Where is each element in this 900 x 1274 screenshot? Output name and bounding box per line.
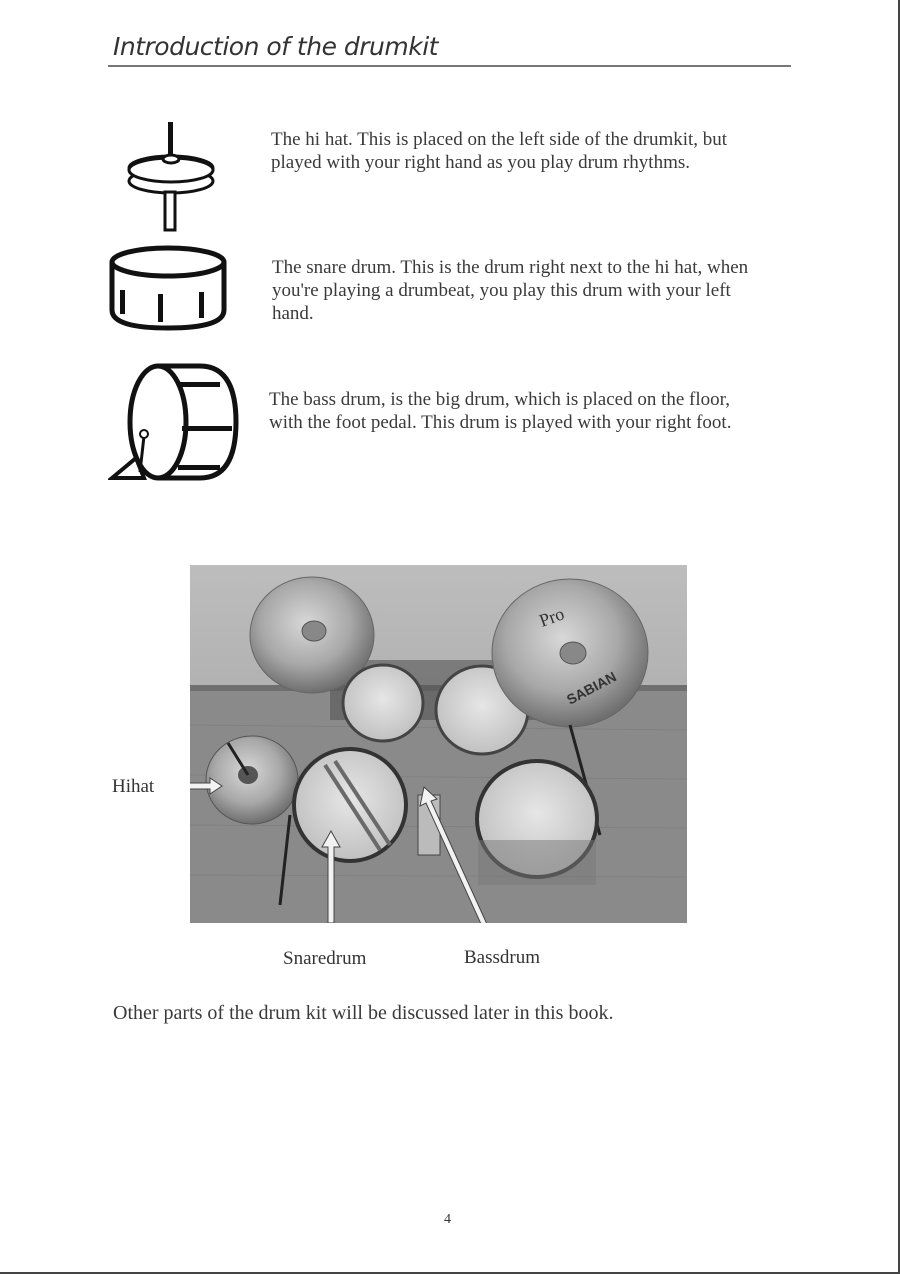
bass-drum-description: The bass drum, is the big drum, which is placed on the floor, with the foot pedal. This drum is played with your right foot. [269, 389, 732, 433]
hi-hat-description: The hi hat. This is placed on the left side of the drumkit, but played with your right hand as you play drum rhythms. [271, 129, 728, 173]
snare-drum-icon [106, 242, 230, 334]
cymbal-model-text: Pro [536, 603, 567, 631]
hihat-label: Hihat [112, 776, 155, 797]
drumkit-photo [190, 565, 687, 923]
hi-hat-icon [124, 118, 218, 234]
page-number: 4 [444, 1212, 451, 1227]
snare-drum-description: The snare drum. This is the drum right next to the hi hat, when you're playing a drumbeat, you play this drum with your left hand. [272, 257, 749, 324]
page-title: Introduction of the drumkit [113, 32, 438, 61]
closing-note: Other parts of the drum kit will be discussed later in this book. [113, 1002, 614, 1024]
bassdrum-label: Bassdrum [464, 947, 540, 968]
bass-drum-icon [108, 360, 244, 484]
snaredrum-label: Snaredrum [283, 948, 367, 969]
title-divider [108, 65, 791, 67]
cymbal-brand-text: SABIAN [563, 668, 619, 708]
